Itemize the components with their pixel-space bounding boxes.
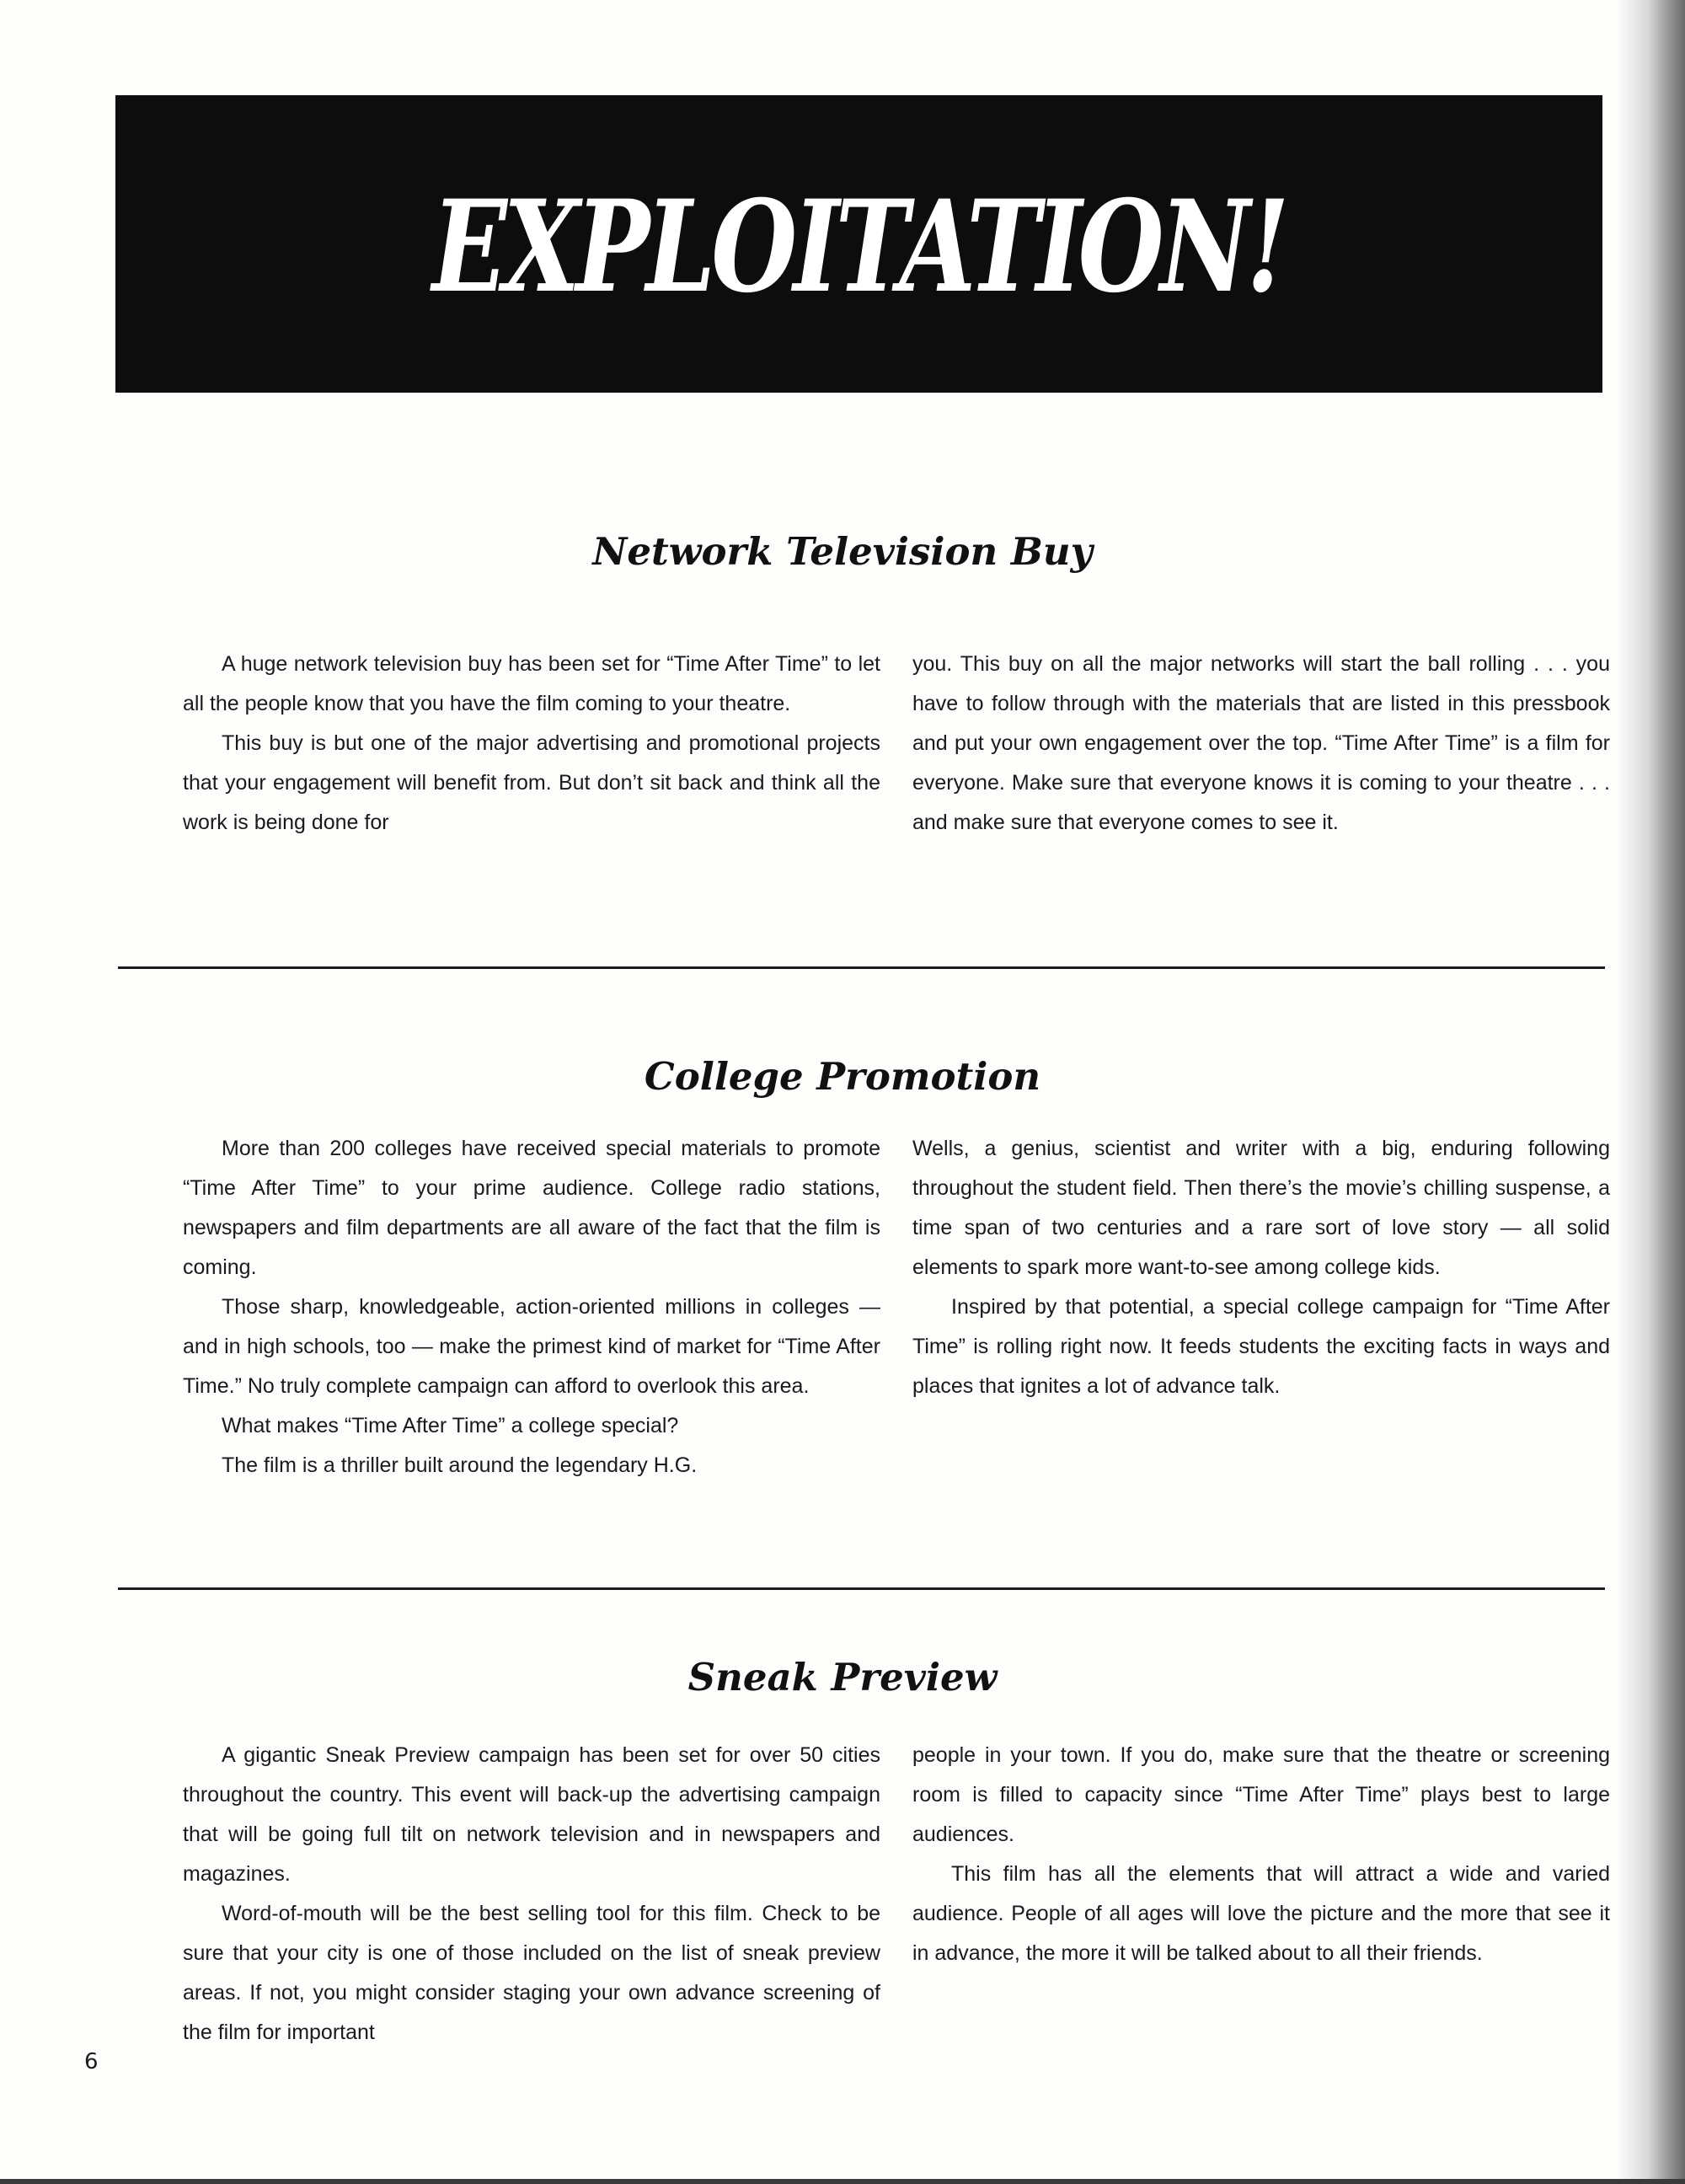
paragraph: What makes “Time After Time” a college special? — [222, 1414, 679, 1437]
section-divider — [118, 966, 1605, 969]
network-tv-column-left — [183, 645, 880, 843]
paragraph: Inspired by that potential, a special college campaign for “Time After Time” is rolling right now. It feeds students the exciting facts in ways and places that ignites a lot of advance talk. — [912, 1295, 1610, 1398]
paragraph: Wells, a genius, scientist and writer with a big, enduring following throughout the student field. Then there’s the movie’s chilling suspense, a time span of two centuries and a rare sort of love story — all solid elements to spark more want-to-see among college kids. — [912, 1137, 1610, 1279]
page-title: EXPLOITATION! — [431, 172, 1286, 321]
sneak-preview-column-left — [183, 1736, 880, 2053]
network-tv-column-right — [912, 645, 1610, 843]
college-column-right — [912, 1129, 1610, 1406]
paragraph: you. This buy on all the major networks will start the ball rolling . . . you have to follow through with the materials that are listed in this pressbook and put your own engagement over the top. “Time After Time” is a film for everyone. Make sure that everyone knows it is coming to your theatre . . . and make sure that everyone comes to see it. — [912, 652, 1610, 834]
paragraph: Word-of-mouth will be the best selling tool for this film. Check to be sure that your city is one of those included on the list of sneak preview areas. If not, you might consider staging your own advance screening of the film for important — [183, 1902, 880, 2044]
scan-bottom-edge — [0, 2179, 1685, 2184]
paragraph: A gigantic Sneak Preview campaign has been set for over 50 cities throughout the country. This event will back-up the advertising campaign that will be going full tilt on network television and in newspapers and magazines. — [183, 1743, 880, 1886]
paragraph: More than 200 colleges have received special materials to promote “Time After Time” to your prime audience. College radio stations, newspapers and film departments are all aware of the fact that the film is coming. — [183, 1137, 880, 1279]
paragraph: people in your town. If you do, make sure that the theatre or screening room is filled to capacity since “Time After Time” plays best to large audiences. — [912, 1743, 1610, 1846]
college-column-left — [183, 1129, 880, 1485]
section-heading-sneak-preview: Sneak Preview — [687, 1655, 998, 1700]
paragraph: Those sharp, knowledgeable, action-oriented millions in colleges — and in high schools, too — make the primest kind of market for “Time After Time.” No truly complete campaign can afford to overlook this area. — [183, 1295, 880, 1398]
section-divider — [118, 1587, 1605, 1590]
sneak-preview-column-right — [912, 1736, 1610, 1973]
paragraph: The film is a thriller built around the legendary H.G. — [222, 1453, 698, 1477]
title-banner — [115, 95, 1602, 393]
paragraph: This buy is but one of the major advertising and promotional projects that your engagement will benefit from. But don’t sit back and think all the work is being done for — [183, 731, 880, 834]
section-heading-college-promotion: College Promotion — [644, 1054, 1041, 1099]
page-number: 6 — [84, 2049, 99, 2074]
paragraph: This film has all the elements that will attract a wide and varied audience. People of all ages will love the picture and the more that see it in advance, the more it will be talked about to all their friends. — [912, 1862, 1610, 1965]
paragraph: A huge network television buy has been set for “Time After Time” to let all the people know that you have the film coming to your theatre. — [183, 652, 880, 715]
section-heading-network-television-buy: Network Television Buy — [592, 529, 1093, 574]
